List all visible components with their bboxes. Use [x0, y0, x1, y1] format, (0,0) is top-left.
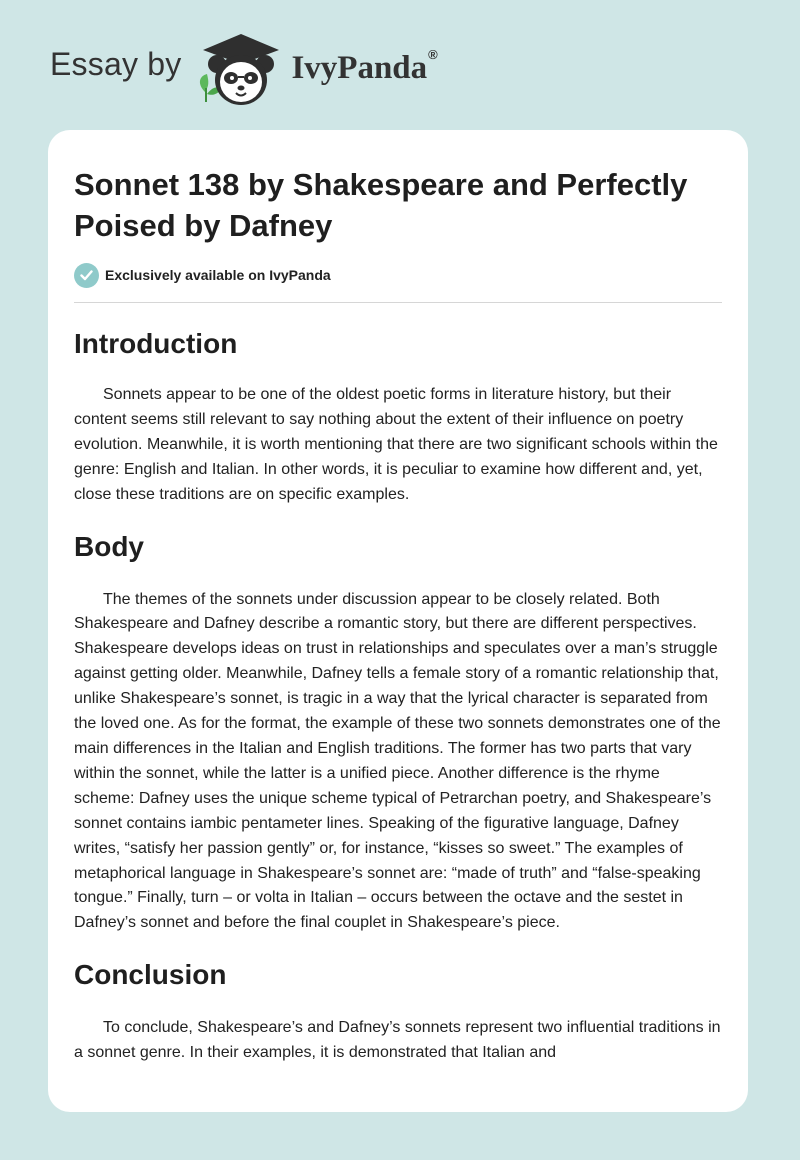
section-heading-body: Body — [74, 530, 144, 562]
essay-card — [48, 130, 748, 1112]
brand-prefix: Essay by — [50, 45, 182, 82]
section-heading-conclusion: Conclusion — [74, 959, 227, 991]
exclusive-badge — [74, 262, 722, 288]
check-circle-icon — [74, 263, 99, 288]
registered-mark: ® — [428, 46, 438, 62]
exclusive-badge-text: Exclusively available on IvyPanda — [105, 267, 331, 283]
section-paragraph-conclusion: To conclude, Shakespeare’s and Dafney’s sonnets represent two influential traditions in a sonnet genre. In their examples, it is demonstrated that Italian and — [74, 1019, 721, 1062]
section-heading-introduction: Introduction — [74, 328, 238, 359]
panda-logo-icon[interactable] — [195, 30, 287, 110]
brand-name: IvyPanda — [291, 49, 428, 86]
page-title: Sonnet 138 by Shakespeare and Perfectly Poised by Dafney — [74, 167, 688, 243]
essay-content — [74, 164, 722, 1066]
section-paragraph-introduction: Sonnets appear to be one of the oldest poetic forms in literature history, but their content seems still relevant to say nothing about the extent of their influence on poetry evolution. Meanwhile, it is worth mentioning that there are two significant schools within the genre: English and Italian. In other words, it is peculiar to examine how different and, yet, close these traditions are on specific examples. — [74, 386, 718, 503]
brand-header — [50, 30, 438, 110]
section-paragraph-body: The themes of the sonnets under discussion appear to be closely related. Both Shakespeare and Dafney describe a romantic story, but there are different perspectives. Shakespeare develops ideas on trust in relationships and speculates over a man’s struggle against getting older. Meanwhile, Dafney tells a female story of a romantic relationship that, unlike Shakespeare’s sonnet, is tragic in a way that the lyrical character is separated from the loved one. As for the format, the example of these two sonnets demonstrates one of the main differences in the Italian and English traditions. The former has two parts that vary within the sonnet, while the latter is a unified piece. Another difference is the rhyme scheme: Dafney uses the unique scheme typical of Petrarchan poetry, and Shakespeare’s sonnet contains iambic pentameter lines. Speaking of the figurative language, Dafney writes, “satisfy her passion gently” or, for instance, “kisses so sweet.” The examples of metaphorical language in Shakespeare’s sonnet are: “made of truth” and “false-speaking tongue.” Finally, turn – or volta in Italian – occurs between the octave and the sestet in Dafney’s sonnet and before the final couplet in Shakespeare’s piece. — [74, 590, 721, 932]
title-divider — [74, 302, 722, 303]
